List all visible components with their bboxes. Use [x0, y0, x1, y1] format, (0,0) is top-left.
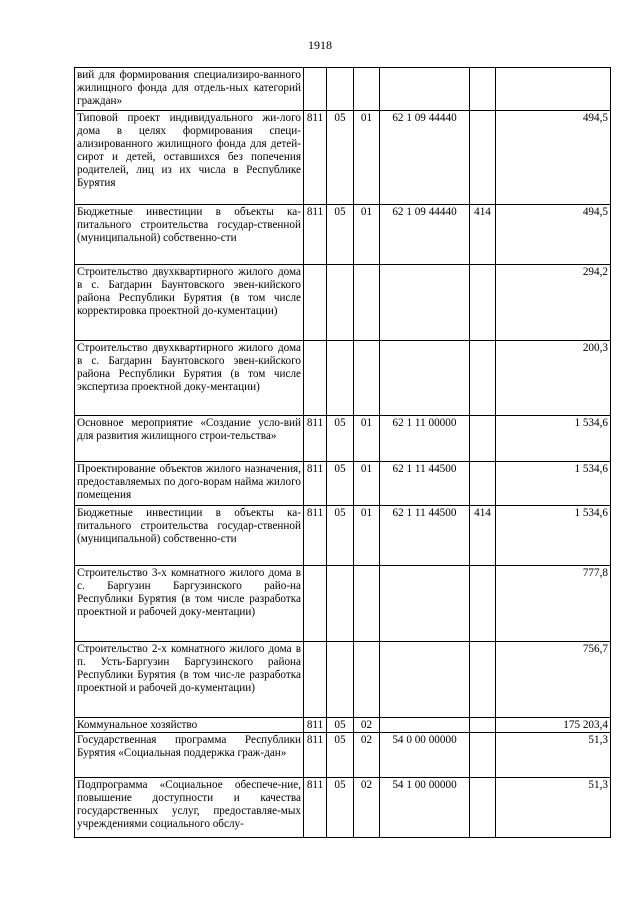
row-pr: 02 [354, 718, 380, 733]
row-vr [470, 566, 496, 642]
table-row [75, 506, 611, 566]
row-pr: 01 [354, 416, 380, 462]
row-grbs: 811 [304, 462, 327, 506]
row-vr [470, 733, 496, 778]
table-row [75, 341, 611, 416]
row-grbs: 811 [304, 506, 327, 566]
table-row [75, 566, 611, 642]
table-row [75, 205, 611, 265]
row-sum: 200,3 [496, 341, 611, 416]
row-pr: 01 [354, 462, 380, 506]
row-name: Строительство двухквартирного жилого дома в с. Багдарин Баунтовского эвен-кийского района Республики Бурятия (в том числе корректировка проектной до-кументации) [75, 265, 304, 341]
row-grbs [304, 68, 327, 111]
row-vr: 414 [470, 506, 496, 566]
row-pr: 01 [354, 205, 380, 265]
row-grbs: 811 [304, 205, 327, 265]
row-rz [327, 642, 354, 718]
table-row [75, 642, 611, 718]
row-name: Основное мероприятие «Создание усло-вий для развития жилищного строи-тельства» [75, 416, 304, 462]
row-csr: 62 1 11 44500 [380, 506, 470, 566]
row-sum: 51,3 [496, 733, 611, 778]
row-name: Типовой проект индивидуального жи-лого дома в целях формирования специ-ализированного жилищного фонда для детей-сирот и детей, оставшихся без попечения родителей, лиц из их числа в Республике Бурятия [75, 111, 304, 205]
row-name: Бюджетные инвестиции в объекты ка-питального строительства государ-ственной (муниципальной) собственно-сти [75, 205, 304, 265]
row-csr: 54 0 00 00000 [380, 733, 470, 778]
row-csr [380, 68, 470, 111]
table-row [75, 778, 611, 838]
row-csr [380, 566, 470, 642]
row-csr [380, 642, 470, 718]
row-name: Коммунальное хозяйство [75, 718, 304, 733]
table-row [75, 462, 611, 506]
row-sum: 494,5 [496, 205, 611, 265]
row-vr: 414 [470, 205, 496, 265]
row-sum: 1 534,6 [496, 462, 611, 506]
row-pr: 01 [354, 111, 380, 205]
row-sum: 1 534,6 [496, 416, 611, 462]
row-sum: 175 203,4 [496, 718, 611, 733]
row-grbs: 811 [304, 416, 327, 462]
page-number: 1918 [308, 38, 332, 52]
row-grbs [304, 566, 327, 642]
row-sum: 777,8 [496, 566, 611, 642]
row-pr [354, 642, 380, 718]
row-name: Подпрограмма «Социальное обеспече-ние, повышение доступности и качества государственных услуг, предоставляе-мых учреждениями социального обслу- [75, 778, 304, 838]
row-sum: 494,5 [496, 111, 611, 205]
row-name: вий для формирования специализиро-ванного жилищного фонда для отдель-ных категорий граждан» [75, 68, 304, 111]
row-csr: 54 1 00 00000 [380, 778, 470, 838]
row-name: Строительство 2-х комнатного жилого дома в п. Усть-Баргузин Баргузинского района Республики Бурятия (в том чис-ле разработка проектной и рабочей до-кументации) [75, 642, 304, 718]
table-row [75, 718, 611, 733]
row-sum: 51,3 [496, 778, 611, 838]
row-rz: 05 [327, 506, 354, 566]
row-rz [327, 566, 354, 642]
row-pr [354, 566, 380, 642]
row-sum: 756,7 [496, 642, 611, 718]
row-vr [470, 718, 496, 733]
row-pr [354, 341, 380, 416]
row-vr [470, 341, 496, 416]
row-csr: 62 1 09 44440 [380, 205, 470, 265]
row-rz: 05 [327, 718, 354, 733]
table-row [75, 111, 611, 205]
row-grbs: 811 [304, 733, 327, 778]
row-csr: 62 1 11 44500 [380, 462, 470, 506]
row-name: Бюджетные инвестиции в объекты ка-питального строительства государ-ственной (муниципальной) собственно-сти [75, 506, 304, 566]
table-row [75, 265, 611, 341]
row-grbs [304, 265, 327, 341]
row-grbs: 811 [304, 111, 327, 205]
row-vr [470, 416, 496, 462]
row-pr [354, 68, 380, 111]
row-rz: 05 [327, 416, 354, 462]
row-name: Государственная программа Республики Бурятия «Социальная поддержка граж-дан» [75, 733, 304, 778]
row-grbs: 811 [304, 718, 327, 733]
row-vr [470, 265, 496, 341]
row-grbs [304, 341, 327, 416]
row-sum [496, 68, 611, 111]
row-sum: 294,2 [496, 265, 611, 341]
row-pr [354, 265, 380, 341]
row-sum: 1 534,6 [496, 506, 611, 566]
row-pr: 02 [354, 733, 380, 778]
table-row [75, 733, 611, 778]
row-csr [380, 718, 470, 733]
row-rz [327, 265, 354, 341]
row-grbs [304, 642, 327, 718]
row-grbs: 811 [304, 778, 327, 838]
row-csr [380, 341, 470, 416]
row-rz: 05 [327, 778, 354, 838]
row-name: Проектирование объектов жилого назначения, предоставляемых по дого-ворам найма жилого помещения [75, 462, 304, 506]
row-rz [327, 341, 354, 416]
row-vr [470, 68, 496, 111]
row-rz: 05 [327, 733, 354, 778]
table-row [75, 416, 611, 462]
row-csr: 62 1 11 00000 [380, 416, 470, 462]
row-rz: 05 [327, 462, 354, 506]
row-pr: 01 [354, 506, 380, 566]
budget-table [74, 67, 611, 838]
row-rz: 05 [327, 111, 354, 205]
row-rz: 05 [327, 205, 354, 265]
table-row [75, 68, 611, 111]
row-vr [470, 462, 496, 506]
row-vr [470, 642, 496, 718]
row-pr: 02 [354, 778, 380, 838]
row-name: Строительство 3-х комнатного жилого дома в с. Баргузин Баргузинского райо-на Республики Бурятия (в том числе разработка проектной и рабочей доку-ментации) [75, 566, 304, 642]
row-name: Строительство двухквартирного жилого дома в с. Багдарин Баунтовского эвен-кийского района Республики Бурятия (в том числе экспертиза проектной доку-ментации) [75, 341, 304, 416]
row-vr [470, 111, 496, 205]
row-csr [380, 265, 470, 341]
row-rz [327, 68, 354, 111]
row-vr [470, 778, 496, 838]
row-csr: 62 1 09 44440 [380, 111, 470, 205]
